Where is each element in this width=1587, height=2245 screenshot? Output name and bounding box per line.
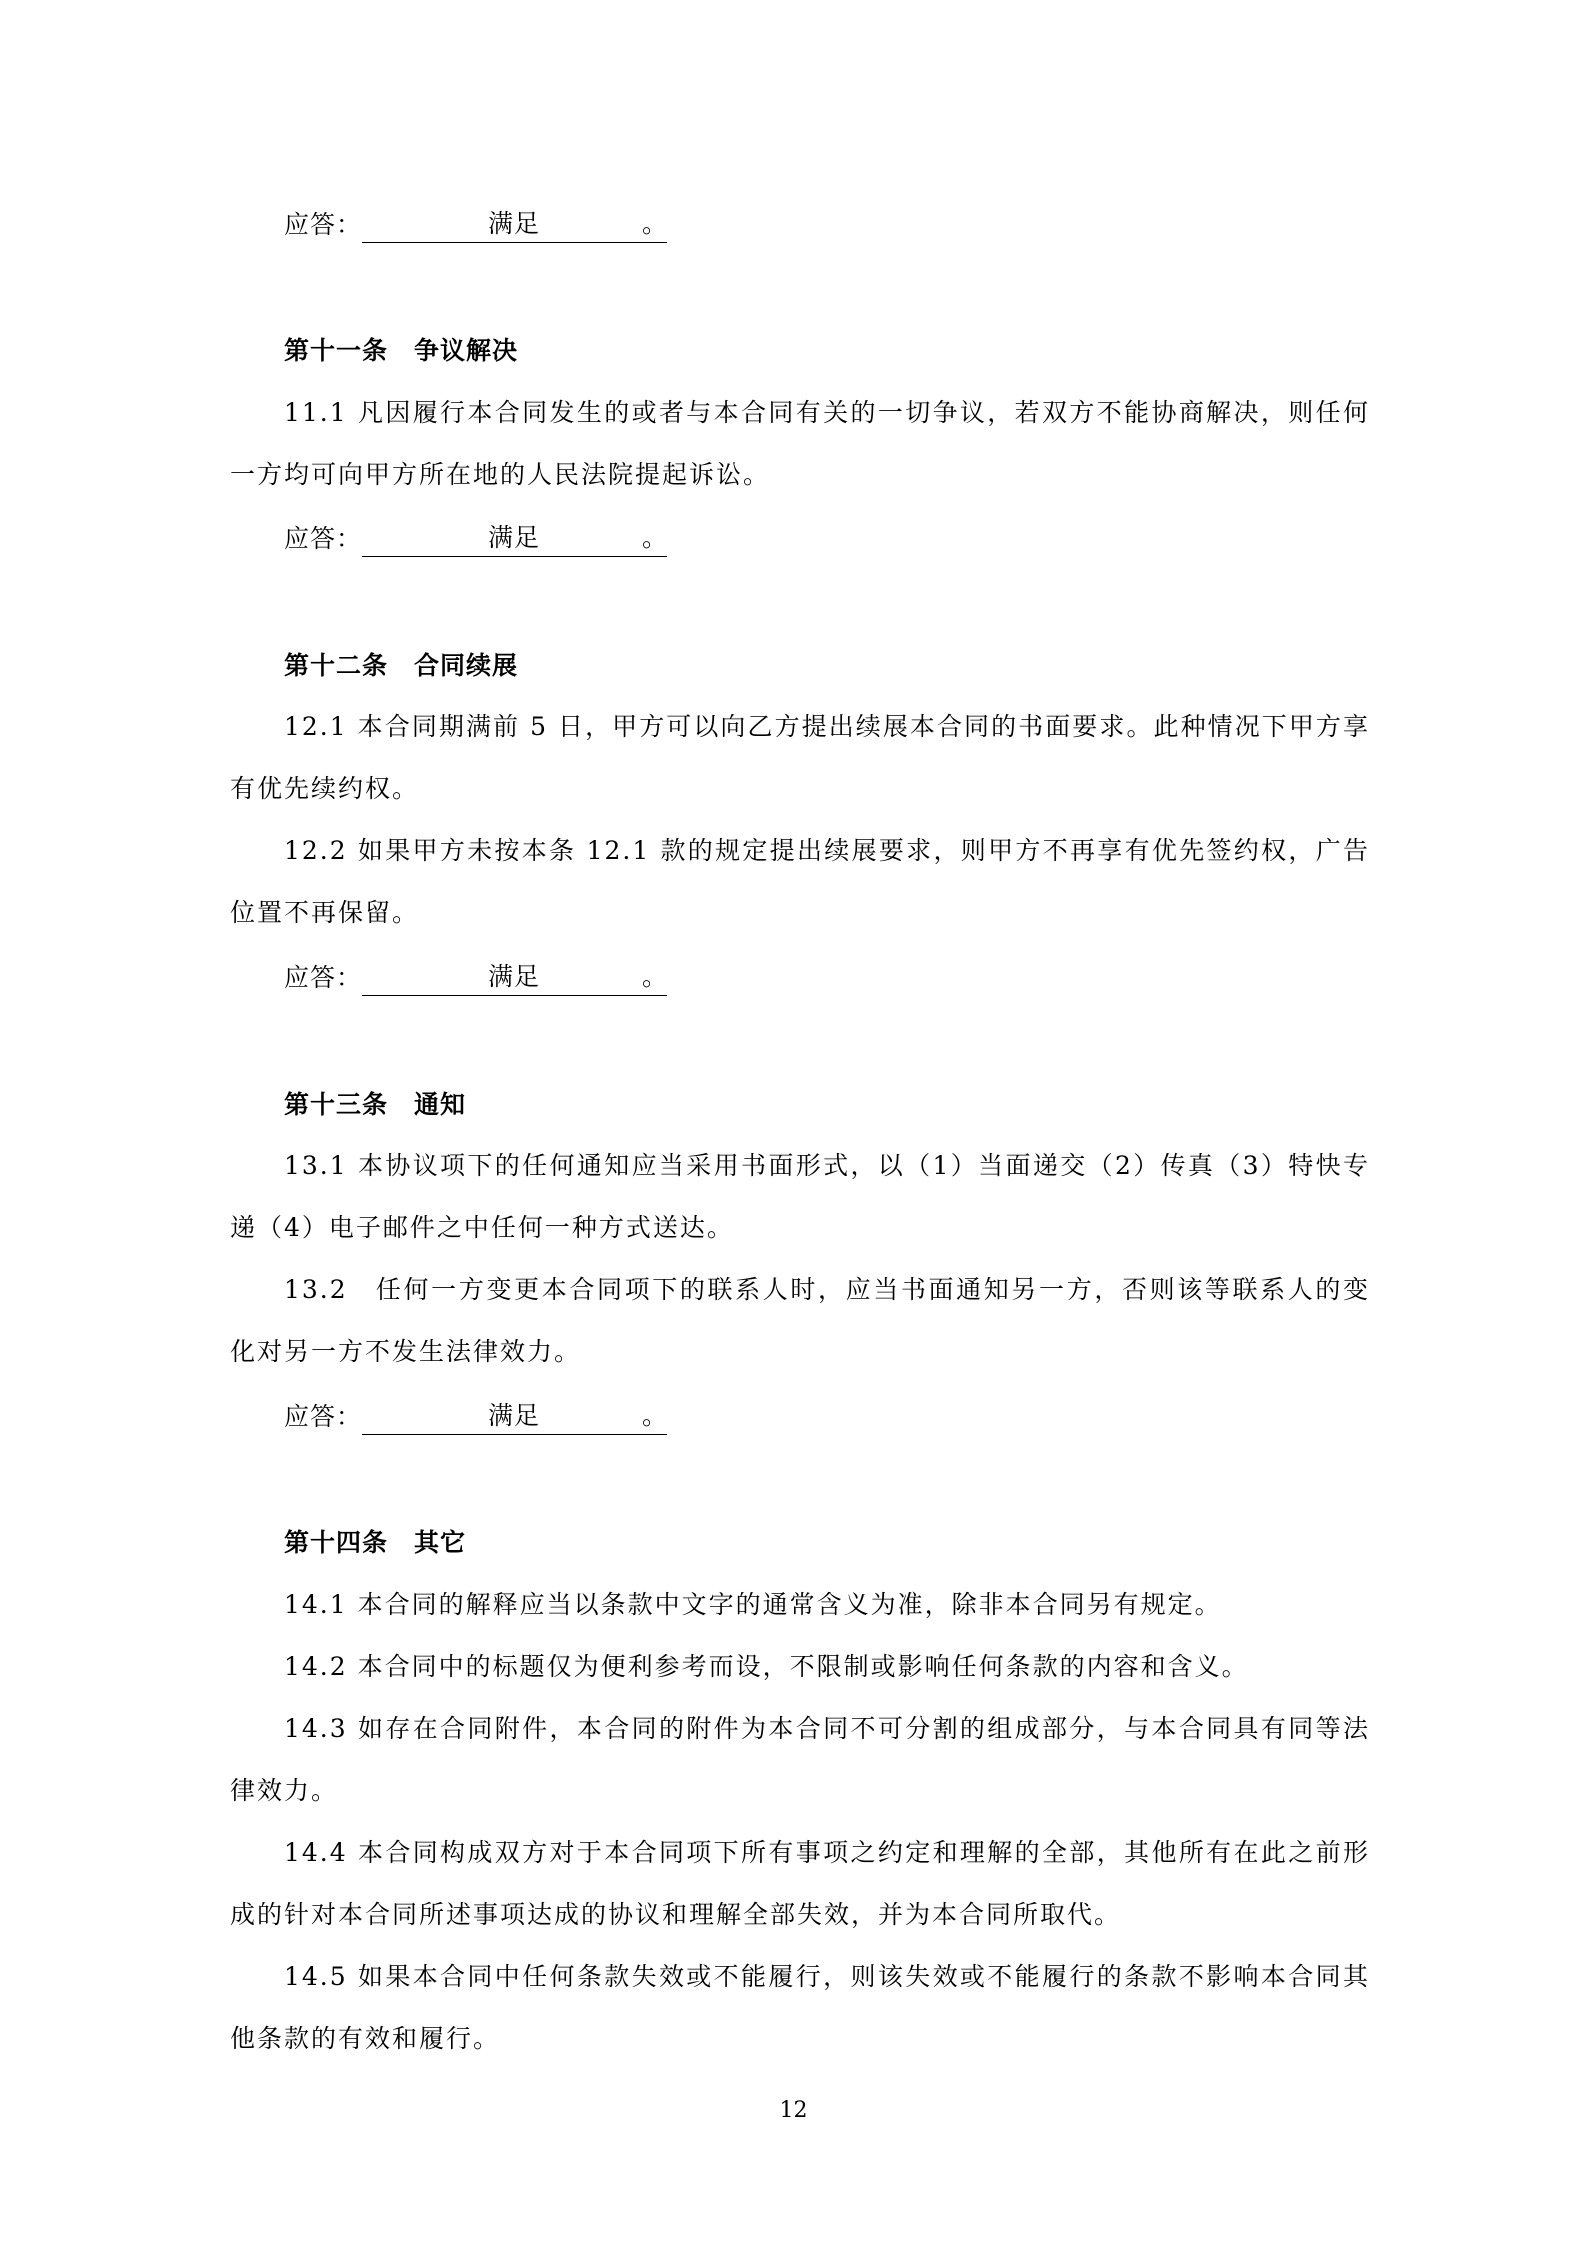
article-14-heading: 第十四条 其它 (284, 1528, 467, 1557)
answer-label: 应答： (284, 524, 363, 553)
answer-blank (362, 1401, 669, 1435)
clause-14-1: 14.1 本合同的解释应当以条款中文字的通常含义为准，除非本合同另有规定。 (284, 1590, 1222, 1619)
answer-value: 满足 (488, 523, 541, 552)
page-number: 12 (779, 2098, 808, 2123)
answer-end: 。 (642, 523, 669, 552)
answer-line (230, 207, 1424, 243)
answer-label: 应答： (284, 1402, 363, 1431)
article-13-heading: 第十三条 通知 (284, 1090, 467, 1119)
answer-end: 。 (642, 209, 669, 238)
clause-12-2: 12.2 如果甲方未按本条 12.1 款的规定提出续展要求，则甲方不再享有优先签约权，广告位置不再保留。 (230, 836, 1370, 927)
clause-13-1: 13.1 本协议项下的任何通知应当采用书面形式，以（1）当面递交（2）传真（3）特快专递（4）电子邮件之中任何一种方式送达。 (230, 1151, 1370, 1242)
answer-value: 满足 (488, 209, 541, 238)
clause-14-4: 14.4 本合同构成双方对于本合同项下所有事项之约定和理解的全部，其他所有在此之前形成的针对本合同所述事项达成的协议和理解全部失效，并为本合同所取代。 (230, 1838, 1370, 1929)
answer-label: 应答： (284, 210, 363, 239)
article-11-heading: 第十一条 争议解决 (284, 336, 519, 365)
clause-14-5: 14.5 如果本合同中任何条款失效或不能履行，则该失效或不能履行的条款不影响本合同其他条款的有效和履行。 (230, 1962, 1370, 2053)
answer-label: 应答： (284, 963, 363, 992)
answer-line (230, 521, 1424, 557)
answer-line (230, 960, 1424, 996)
answer-blank (362, 523, 669, 557)
answer-value: 满足 (488, 962, 541, 991)
answer-blank (362, 209, 669, 243)
clause-12-1: 12.1 本合同期满前 5 日，甲方可以向乙方提出续展本合同的书面要求。此种情况下甲方享有优先续约权。 (230, 712, 1370, 803)
clause-14-3: 14.3 如存在合同附件，本合同的附件为本合同不可分割的组成部分，与本合同具有同等法律效力。 (230, 1714, 1370, 1805)
answer-blank (362, 962, 669, 996)
article-12-heading: 第十二条 合同续展 (284, 651, 519, 680)
answer-line (230, 1399, 1424, 1435)
answer-value: 满足 (488, 1401, 541, 1430)
answer-end: 。 (642, 1401, 669, 1430)
clause-11-1: 11.1 凡因履行本合同发生的或者与本合同有关的一切争议，若双方不能协商解决，则任何一方均可向甲方所在地的人民法院提起诉讼。 (230, 398, 1370, 489)
answer-end: 。 (642, 962, 669, 991)
clause-13-2: 13.2 任何一方变更本合同项下的联系人时，应当书面通知另一方，否则该等联系人的变化对另一方不发生法律效力。 (230, 1275, 1370, 1366)
clause-14-2: 14.2 本合同中的标题仅为便利参考而设，不限制或影响任何条款的内容和含义。 (284, 1652, 1249, 1681)
